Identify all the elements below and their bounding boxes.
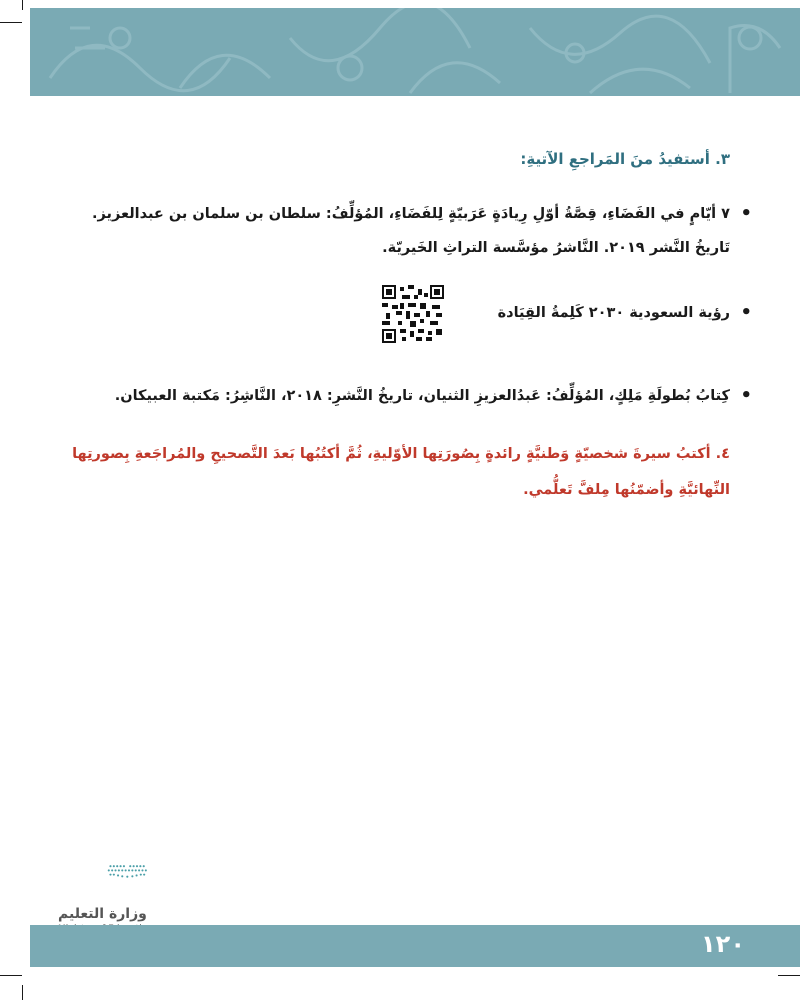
bullet-icon: •: [740, 302, 752, 323]
ministry-name-arabic: وزارة التعليم: [58, 906, 147, 922]
section4-line: النِّهائيَّةِ وأضمّنُها مِلفَّ تَعلُّمي.: [523, 482, 730, 498]
reference-item: [90, 379, 752, 413]
crop-mark: [0, 22, 22, 23]
section4-instruction: [70, 436, 730, 508]
section4-line: ٤. أكتبُ سيرةَ شخصيّةٍ وَطنيَّةٍ رائدةٍ بِصُورَتِها الأوّليةِ، ثُمَّ أكتُبُها بَعدَ التَّصحيحِ والمُراجَعةِ بِصورتِها: [72, 446, 730, 462]
footer-band: [30, 925, 800, 967]
crop-mark: [0, 975, 22, 976]
crop-mark: [778, 975, 800, 976]
reference-item-line: تَاريخُ النَّشر ٢٠١٩. النَّاشرُ مؤسَّسة التراثِ الخَيريّة.: [382, 240, 730, 256]
bullet-icon: •: [740, 203, 752, 224]
reference-item-line: كِتابُ بُطولَةِ مَلِكٍ، المُؤلِّفُ: عَبدُالعزيزِ الثنيان، تاريخُ النَّشرِ: ٢٠١٨، النَّاشِرُ: مَكتبة العبيكان.: [114, 388, 730, 404]
page-number: ١٢٠: [701, 930, 745, 958]
qr-code-icon[interactable]: [382, 285, 444, 343]
reference-item-line: رؤية السعودية ٢٠٣٠ كَلِمةُ القِيَادة: [497, 305, 730, 321]
bullet-icon: •: [740, 385, 752, 406]
crop-mark: [22, 0, 23, 10]
reference-item: [90, 197, 752, 265]
calligraphy-pattern: [30, 8, 800, 96]
header-band: [30, 8, 800, 96]
ministry-logo-icon: [95, 862, 195, 902]
crop-mark: [22, 985, 23, 1000]
section3-heading: ٣. أستفيدُ منَ المَراجعِ الآتيةِ:: [520, 150, 730, 168]
reference-item-line: ٧ أيّامٍ في الفَضَاءِ، قِصَّةُ أوّلِ رِيادَةٍ عَرَبيّةٍ لِلفَضَاءِ، المُؤلِّفُ: سلطان بن سلمان بن عبدالعزيز.: [92, 206, 730, 222]
